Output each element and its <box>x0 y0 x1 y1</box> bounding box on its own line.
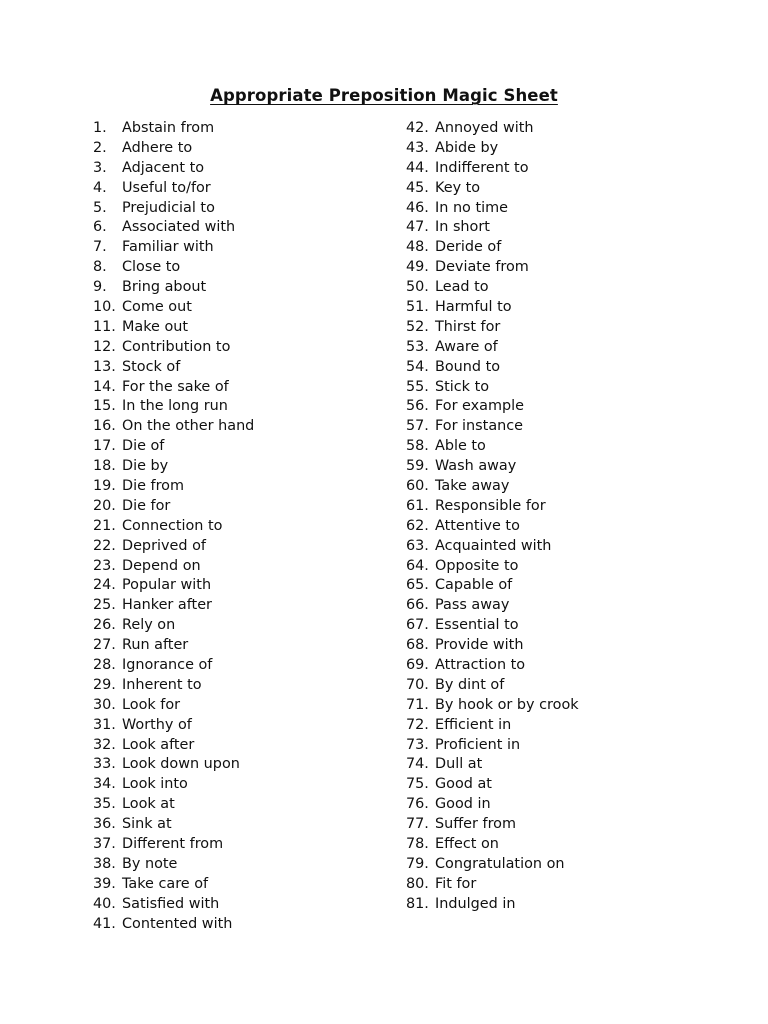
item-text: Fit for <box>435 875 477 892</box>
item-text: Stock of <box>122 358 181 375</box>
list-item <box>406 675 579 695</box>
item-text: Good in <box>435 796 491 813</box>
item-text: For instance <box>435 418 524 435</box>
list-item <box>406 834 579 854</box>
item-text: Acquainted with <box>435 537 552 554</box>
item-text: Good at <box>435 776 492 793</box>
item-number: 25. <box>93 597 116 614</box>
item-text: By dint of <box>435 676 505 693</box>
item-text: Run after <box>122 637 189 654</box>
list-item <box>406 516 579 536</box>
list-item <box>406 774 579 794</box>
list-item <box>93 396 254 416</box>
item-text: Thirst for <box>435 318 501 335</box>
item-number: 58. <box>406 438 429 455</box>
list-item <box>93 317 254 337</box>
list-item <box>93 496 254 516</box>
list-item <box>406 894 579 914</box>
item-text: Capable of <box>435 577 513 594</box>
item-text: Contribution to <box>122 338 231 355</box>
list-item <box>93 357 254 377</box>
item-number: 64. <box>406 557 429 574</box>
list-item <box>406 615 579 635</box>
item-text: Associated with <box>122 219 236 236</box>
item-number: 45. <box>406 179 429 196</box>
list-item <box>406 118 579 138</box>
item-number: 70. <box>406 676 429 693</box>
item-text: Sink at <box>122 816 172 833</box>
item-number: 39. <box>93 875 116 892</box>
item-number: 16. <box>93 418 116 435</box>
list-item <box>93 575 254 595</box>
item-number: 31. <box>93 716 116 733</box>
item-number: 18. <box>93 458 116 475</box>
item-number: 59. <box>406 458 429 475</box>
item-number: 12. <box>93 338 116 355</box>
list-item <box>93 655 254 675</box>
item-text: Useful to/for <box>122 179 211 196</box>
list-item <box>406 755 579 775</box>
list-item <box>93 377 254 397</box>
item-number: 75. <box>406 776 429 793</box>
list-item <box>406 695 579 715</box>
item-number: 34. <box>93 776 116 793</box>
list-item <box>93 774 254 794</box>
item-number: 20. <box>93 497 116 514</box>
item-text: Annoyed with <box>435 119 534 136</box>
item-text: By hook or by crook <box>435 696 579 713</box>
item-number: 79. <box>406 855 429 872</box>
item-number: 80. <box>406 875 429 892</box>
item-number: 32. <box>93 736 116 753</box>
item-text: Die by <box>122 458 169 475</box>
item-text: For the sake of <box>122 378 229 395</box>
item-number: 48. <box>406 239 429 256</box>
item-text: In the long run <box>122 398 228 415</box>
item-number: 26. <box>93 617 116 634</box>
item-text: For example <box>435 398 524 415</box>
item-text: Close to <box>122 259 181 276</box>
list-item <box>406 317 579 337</box>
list-item <box>93 834 254 854</box>
list-item <box>93 516 254 536</box>
list-item <box>93 914 254 934</box>
item-number: 44. <box>406 159 429 176</box>
item-number: 24. <box>93 577 116 594</box>
item-text: Harmful to <box>435 298 512 315</box>
item-number: 71. <box>406 696 429 713</box>
list-item <box>406 496 579 516</box>
list-item <box>406 178 579 198</box>
item-text: Provide with <box>435 637 524 654</box>
list-item <box>406 635 579 655</box>
item-text: Connection to <box>122 517 223 534</box>
list-item <box>406 377 579 397</box>
item-text: Indulged in <box>435 895 516 912</box>
list-item <box>93 337 254 357</box>
item-number: 40. <box>93 895 116 912</box>
list-item <box>93 556 254 576</box>
list-item <box>93 874 254 894</box>
item-number: 49. <box>406 259 429 276</box>
list-item <box>93 436 254 456</box>
item-number: 42. <box>406 119 429 136</box>
item-text: Look at <box>122 796 175 813</box>
item-number: 37. <box>93 836 116 852</box>
item-text: Come out <box>122 298 192 315</box>
list-item <box>93 735 254 755</box>
item-number: 27. <box>93 637 116 654</box>
item-text: Efficient in <box>435 716 512 733</box>
list-item <box>406 297 579 317</box>
item-text: Prejudicial to <box>122 199 215 216</box>
item-text: Make out <box>122 318 189 335</box>
list-item <box>406 396 579 416</box>
item-number: 8. <box>93 259 107 276</box>
list-item <box>406 237 579 257</box>
item-text: Die from <box>122 477 184 494</box>
item-text: Bound to <box>435 358 501 375</box>
item-number: 22. <box>93 537 116 554</box>
list-item <box>93 814 254 834</box>
list-item <box>406 456 579 476</box>
item-text: Ignorance of <box>122 656 213 673</box>
item-number: 21. <box>93 517 116 534</box>
item-number: 81. <box>406 895 429 912</box>
list-item <box>406 476 579 496</box>
page-title <box>0 86 768 105</box>
item-text: Depend on <box>122 557 201 574</box>
item-text: Stick to <box>435 378 490 395</box>
item-number: 17. <box>93 438 116 455</box>
item-text: Able to <box>435 438 486 455</box>
list-item <box>406 595 579 615</box>
item-text: In short <box>435 219 490 236</box>
left-column-list <box>93 118 254 934</box>
item-number: 66. <box>406 597 429 614</box>
item-number: 47. <box>406 219 429 236</box>
list-item <box>406 158 579 178</box>
item-text: Inherent to <box>122 676 202 693</box>
item-text: Take care of <box>122 875 209 892</box>
item-number: 13. <box>93 358 116 375</box>
list-item <box>406 874 579 894</box>
list-item <box>93 198 254 218</box>
item-text: Worthy of <box>122 716 192 733</box>
list-item <box>406 575 579 595</box>
item-number: 76. <box>406 796 429 813</box>
list-item <box>406 814 579 834</box>
item-number: 9. <box>93 279 107 296</box>
item-text: Essential to <box>435 617 519 634</box>
item-text: Popular with <box>122 577 212 594</box>
item-number: 4. <box>93 179 107 196</box>
list-item <box>93 894 254 914</box>
item-text: Bring about <box>122 279 207 296</box>
list-item <box>93 536 254 556</box>
item-number: 78. <box>406 836 429 852</box>
item-text: Attentive to <box>435 517 520 534</box>
item-number: 15. <box>93 398 116 415</box>
item-text: Contented with <box>122 915 233 932</box>
list-item <box>93 794 254 814</box>
item-number: 68. <box>406 637 429 654</box>
list-item <box>406 337 579 357</box>
list-item <box>93 297 254 317</box>
item-text: Adhere to <box>122 139 193 156</box>
item-text: Lead to <box>435 279 489 296</box>
item-number: 10. <box>93 298 116 315</box>
item-number: 7. <box>93 239 107 256</box>
item-text: Deviate from <box>435 259 529 276</box>
item-text: Effect on <box>435 836 499 852</box>
list-item <box>406 655 579 675</box>
item-text: Rely on <box>122 617 176 634</box>
item-number: 28. <box>93 656 116 673</box>
item-number: 65. <box>406 577 429 594</box>
list-item <box>93 755 254 775</box>
item-number: 50. <box>406 279 429 296</box>
item-number: 67. <box>406 617 429 634</box>
list-item <box>93 416 254 436</box>
item-number: 29. <box>93 676 116 693</box>
list-item <box>406 198 579 218</box>
item-text: Familiar with <box>122 239 214 256</box>
list-item <box>406 257 579 277</box>
item-number: 3. <box>93 159 107 176</box>
item-number: 38. <box>93 855 116 872</box>
list-item <box>93 854 254 874</box>
item-text: Look into <box>122 776 188 793</box>
item-text: Dull at <box>435 756 483 773</box>
item-number: 30. <box>93 696 116 713</box>
item-number: 53. <box>406 338 429 355</box>
list-item <box>93 595 254 615</box>
item-text: Take away <box>435 477 510 494</box>
item-text: Congratulation on <box>435 855 565 872</box>
list-item <box>93 178 254 198</box>
list-item <box>406 277 579 297</box>
item-number: 57. <box>406 418 429 435</box>
item-text: Suffer from <box>435 816 517 833</box>
item-number: 5. <box>93 199 107 216</box>
list-item <box>406 357 579 377</box>
item-number: 46. <box>406 199 429 216</box>
item-number: 72. <box>406 716 429 733</box>
list-item <box>93 635 254 655</box>
item-number: 77. <box>406 816 429 833</box>
item-number: 54. <box>406 358 429 375</box>
item-text: Aware of <box>435 338 498 355</box>
list-item <box>406 138 579 158</box>
item-number: 52. <box>406 318 429 335</box>
item-number: 2. <box>93 139 107 156</box>
item-number: 69. <box>406 656 429 673</box>
list-item <box>406 556 579 576</box>
item-text: On the other hand <box>122 418 255 435</box>
right-column-list <box>406 118 579 914</box>
item-number: 55. <box>406 378 429 395</box>
item-text: Attraction to <box>435 656 526 673</box>
list-item <box>93 456 254 476</box>
list-item <box>93 695 254 715</box>
item-text: Hanker after <box>122 597 212 614</box>
item-number: 41. <box>93 915 116 932</box>
list-item <box>406 217 579 237</box>
list-item <box>93 715 254 735</box>
item-number: 23. <box>93 557 116 574</box>
item-number: 73. <box>406 736 429 753</box>
page-title-text: Appropriate Preposition Magic Sheet <box>210 86 558 105</box>
item-text: Deride of <box>435 239 502 256</box>
list-item <box>406 735 579 755</box>
list-item <box>93 118 254 138</box>
list-item <box>406 794 579 814</box>
item-text: Abstain from <box>122 119 215 136</box>
list-item <box>93 277 254 297</box>
list-item <box>406 416 579 436</box>
list-item <box>93 237 254 257</box>
item-text: Responsible for <box>435 497 546 514</box>
item-text: Die of <box>122 438 165 455</box>
item-text: Different from <box>122 836 224 852</box>
item-text: Satisfied with <box>122 895 220 912</box>
item-text: Pass away <box>435 597 510 614</box>
item-text: Abide by <box>435 139 499 156</box>
item-number: 63. <box>406 537 429 554</box>
item-number: 33. <box>93 756 116 773</box>
item-number: 36. <box>93 816 116 833</box>
item-text: Die for <box>122 497 171 514</box>
item-number: 14. <box>93 378 116 395</box>
item-text: Look for <box>122 696 181 713</box>
item-text: Deprived of <box>122 537 206 554</box>
item-number: 35. <box>93 796 116 813</box>
item-text: Look after <box>122 736 195 753</box>
item-text: Look down upon <box>122 756 240 773</box>
item-number: 1. <box>93 119 107 136</box>
item-number: 60. <box>406 477 429 494</box>
item-number: 19. <box>93 477 116 494</box>
item-text: Opposite to <box>435 557 519 574</box>
item-text: Adjacent to <box>122 159 205 176</box>
item-text: Key to <box>435 179 481 196</box>
list-item <box>93 476 254 496</box>
item-text: Wash away <box>435 458 517 475</box>
item-number: 56. <box>406 398 429 415</box>
list-item <box>406 715 579 735</box>
item-number: 62. <box>406 517 429 534</box>
item-number: 74. <box>406 756 429 773</box>
item-number: 43. <box>406 139 429 156</box>
list-item <box>406 536 579 556</box>
list-item <box>93 138 254 158</box>
item-number: 11. <box>93 318 116 335</box>
list-item <box>93 158 254 178</box>
list-item <box>93 217 254 237</box>
item-text: By note <box>122 855 178 872</box>
item-text: In no time <box>435 199 508 216</box>
list-item <box>406 436 579 456</box>
list-item <box>93 615 254 635</box>
item-number: 6. <box>93 219 107 236</box>
item-number: 51. <box>406 298 429 315</box>
item-number: 61. <box>406 497 429 514</box>
item-text: Proficient in <box>435 736 521 753</box>
list-item <box>406 854 579 874</box>
item-text: Indifferent to <box>435 159 529 176</box>
list-item <box>93 675 254 695</box>
list-item <box>93 257 254 277</box>
